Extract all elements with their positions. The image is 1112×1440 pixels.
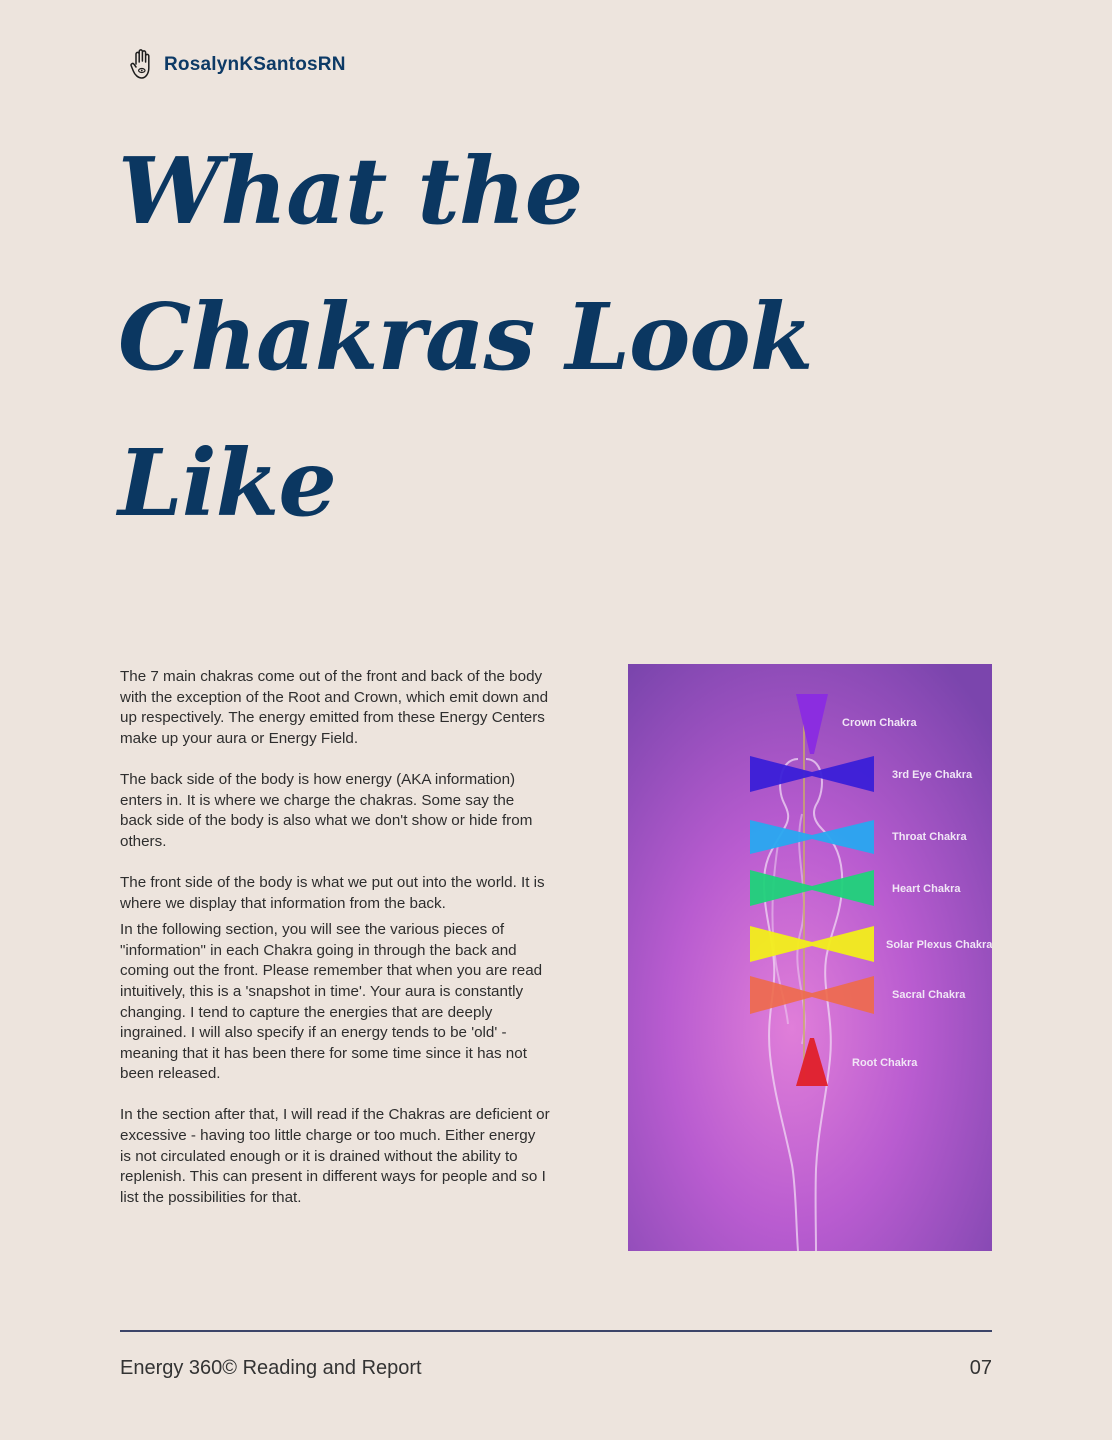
paragraph-back-side: The back side of the body is how energy (AKA information) enters in. It is where we charge the chakras. Some say the back side of the body is also what we don't show or hide from others. bbox=[120, 770, 533, 850]
page-title-line-1: What the bbox=[118, 137, 583, 245]
footer-title: Energy 360© Reading and Report bbox=[120, 1357, 422, 1379]
label-heart-chakra: Heart Chakra bbox=[892, 883, 961, 895]
paragraph-following-section: In the following section, you will see the various pieces of "information" in each Chakra going in through the back and coming out the front. Please remember that when you are read intuitively, this is a 'snapshot in time'. Your aura is constantly changing. I tend to capture the energies that are deeply ingrained. I will also specify if an energy tends to be 'old' - meaning that it has been there for some time since it has not been released. bbox=[120, 921, 543, 1083]
label-root-chakra: Root Chakra bbox=[852, 1057, 918, 1069]
body-text bbox=[120, 667, 550, 1229]
label-solar-plexus-chakra: Solar Plexus Chakra bbox=[886, 939, 992, 951]
brand bbox=[130, 48, 346, 82]
brand-name: RosalynKSantosRN bbox=[164, 54, 346, 75]
paragraph-chakra-overview: The 7 main chakras come out of the front and back of the body with the exception of the Root and Crown, which emit down and up respectively. The energy emitted from these Energy Centers make up your aura or Energy Field. bbox=[120, 668, 549, 747]
paragraph-front-side: The front side of the body is what we put out into the world. It is where we display that information from the back. bbox=[120, 873, 545, 912]
footer-divider bbox=[120, 1330, 992, 1332]
chakra-illustration bbox=[628, 664, 992, 1251]
page-title bbox=[118, 118, 878, 556]
paragraph-section-after: In the section after that, I will read if the Chakras are deficient or excessive - having too little charge or too much. Either energy is not circulated enough or it is drained without the ability to replenish. This can present in different ways for people and so I list the possibilities for that. bbox=[120, 1106, 550, 1206]
label-sacral-chakra: Sacral Chakra bbox=[892, 989, 966, 1001]
label-third-eye-chakra: 3rd Eye Chakra bbox=[892, 769, 973, 781]
page-title-line-3: Like bbox=[118, 429, 336, 537]
hamsa-hand-icon bbox=[130, 48, 154, 82]
page-number: 07 bbox=[969, 1357, 992, 1379]
label-throat-chakra: Throat Chakra bbox=[892, 831, 967, 843]
label-crown-chakra: Crown Chakra bbox=[842, 717, 917, 729]
page-title-line-2: Chakras Look bbox=[118, 283, 813, 391]
